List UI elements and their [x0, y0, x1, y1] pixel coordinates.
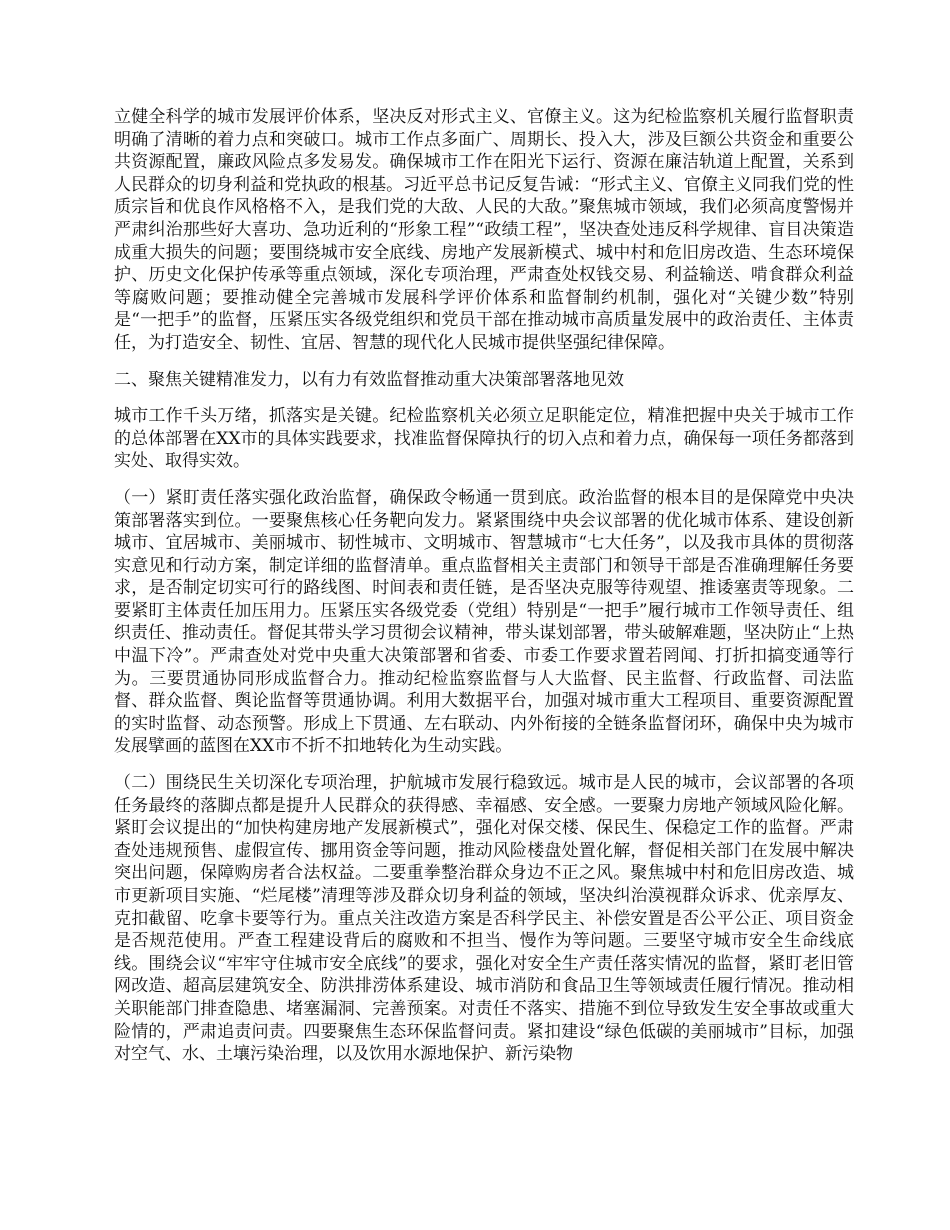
body-paragraph-4: （二）围绕民生关切深化专项治理，护航城市发展行稳致远。城市是人民的城市，会议部署的各项任务最终的落脚点都是提升人民群众的获得感、幸福感、安全感。一要聚力房地产领域风险化解。紧盯会议提出的“加快构建房地产发展新模式”，强化对保交楼、保民生、保稳定工作的监督。严肃查处违规预售、虚假宣传、挪用资金等问题，推动风险楼盘处置化解，督促相关部门在发展中解决突出问题，保障购房者合法权益。二要重拳整治群众身边不正之风。聚焦城中村和危旧房改造、城市更新项目实施、“烂尾楼”清理等涉及群众切身利益的领域，坚决纠治漠视群众诉求、优亲厚友、克扣截留、吃拿卡要等行为。重点关注改造方案是否科学民主、补偿安置是否公平公正、项目资金是否规范使用。严查工程建设背后的腐败和不担当、慢作为等问题。三要坚守城市安全生命线底线。围绕会议“牢牢守住城市安全底线”的要求，强化对安全生产责任落实情况的监督，紧盯老旧管网改造、超高层建筑安全、防洪排涝体系建设、城市消防和食品卫生等领域责任履行情况。推动相关职能部门排查隐患、堵塞漏洞、完善预案。对责任不落实、措施不到位导致发生安全事故或重大险情的，严肃追责问责。四要聚焦生态环保监督问责。紧扣建设“绿色低碳的美丽城市”目标，加强对空气、水、土壤污染治理，以及饮用水源地保护、新污染物 — [114, 773, 854, 1065]
section-heading: 二、聚焦关键精准发力，以有力有效监督推动重大决策部署落地见效 — [114, 369, 624, 390]
body-paragraph-1: 立健全科学的城市发展评价体系，坚决反对形式主义、官僚主义。这为纪检监察机关履行监督职责明确了清晰的着力点和突破口。城市工作点多面广、周期长、投入大，涉及巨额公共资金和重要公共资源配置，廉政风险点多发易发。确保城市工作在阳光下运行、资源在廉洁轨道上配置，关系到人民群众的切身利益和党执政的根基。习近平总书记反复告诫：“形式主义、官僚主义同我们党的性质宗旨和优良作风格格不入，是我们党的大敌、人民的大敌。”聚焦城市领域，我们必须高度警惕并严肃纠治那些好大喜功、急功近利的“形象工程”“政绩工程”，坚决查处违反科学规律、盲目决策造成重大损失的问题；要围绕城市安全底线、房地产发展新模式、城中村和危旧房改造、生态环境保护、历史文化保护传承等重点领域，深化专项治理，严肃查处权钱交易、利益输送、啃食群众利益等腐败问题；要推动健全完善城市发展科学评价体系和监督制约机制，强化对“关键少数”特别是“一把手”的监督，压紧压实各级党组织和党员干部在推动城市高质量发展中的政治责任、主体责任，为打造安全、韧性、宜居、智慧的现代化人民城市提供坚强纪律保障。 — [114, 107, 854, 353]
document-page — [114, 106, 854, 1066]
body-paragraph-2: 城市工作千头万绪，抓落实是关键。纪检监察机关必须立足职能定位，精准把握中央关于城市工作的总体部署在XX市的具体实践要求，找准监督保障执行的切入点和着力点，确保每一项任务都落到实处、取得实效。 — [114, 406, 854, 472]
body-paragraph-3: （一）紧盯责任落实强化政治监督，确保政令畅通一贯到底。政治监督的根本目的是保障党中央决策部署落实到位。一要聚焦核心任务靶向发力。紧紧围绕中央会议部署的优化城市体系、建设创新城市、宜居城市、美丽城市、韧性城市、文明城市、智慧城市“七大任务”，以及我市具体的贯彻落实意见和行动方案，制定详细的监督清单。重点监督相关主责部门和领导干部是否准确理解任务要求，是否制定切实可行的路线图、时间表和责任链，是否坚决克服等待观望、推诿塞责等现象。二要紧盯主体责任加压用力。压紧压实各级党委（党组）特别是“一把手”履行城市工作领导责任、组织责任、推动责任。督促其带头学习贯彻会议精神，带头谋划部署，带头破解难题，坚决防止“上热中温下冷”。严肃查处对党中央重大决策部署和省委、市委工作要求置若罔闻、打折扣搞变通等行为。三要贯通协同形成监督合力。推动纪检监察监督与人大监督、民主监督、行政监督、司法监督、群众监督、舆论监督等贯通协调。利用大数据平台，加强对城市重大工程项目、重要资源配置的实时监督、动态预警。形成上下贯通、左右联动、内外衔接的全链条监督闭环，确保中央为城市发展擘画的蓝图在XX市不折不扣地转化为生动实践。 — [114, 487, 854, 757]
